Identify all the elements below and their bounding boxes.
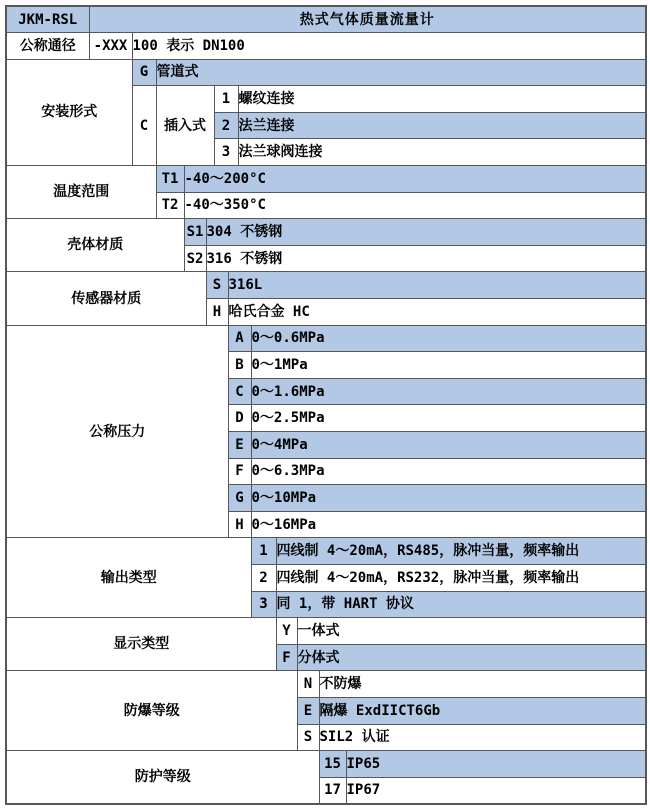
option-code-cell: T1 [156,166,184,193]
option-code-cell: H [206,299,228,326]
option-desc-cell: IP65 [346,751,646,778]
option-code-cell: C [228,378,251,405]
spec-row-explosion-proof-grade [6,671,646,698]
sub-option-desc-cell: 法兰球阀连接 [238,139,646,166]
spec-row-housing-material [6,219,646,246]
sub-option-code-cell: 1 [214,86,238,113]
section-label-installation-type: 安装形式 [6,59,132,165]
option-desc-cell: 0～1.6MPa [251,378,646,405]
model-code-cell: JKM-RSL [6,6,89,33]
spec-row-display-type [6,618,646,645]
option-desc-cell: 一体式 [297,618,646,645]
option-code-cell: E [297,697,319,724]
section-label-sensor-material: 传感器材质 [6,272,206,325]
option-code-cell: S2 [184,245,206,272]
option-code-cell: G [132,59,156,86]
option-desc-cell: 0～0.6MPa [251,325,646,352]
option-code-cell: 15 [319,751,346,778]
option-desc-cell: -40～350°C [184,192,646,219]
option-code-cell: S [297,724,319,751]
option-code-cell: F [276,644,297,671]
option-code-cell: C [132,86,156,166]
sub-option-desc-cell: 螺纹连接 [238,86,646,113]
spec-row-output-type [6,538,646,565]
option-code-cell: N [297,671,319,698]
option-code-cell: -XXX [89,33,132,60]
option-desc-cell: IP67 [346,777,646,804]
spec-row-nominal-pressure [6,325,646,352]
option-desc-cell: 0～6.3MPa [251,458,646,485]
option-desc-cell: 0～1MPa [251,352,646,379]
spec-row-temperature-range [6,166,646,193]
option-desc-cell: SIL2 认证 [319,724,646,751]
spec-row-installation-type [6,59,646,86]
option-desc-cell: -40～200°C [184,166,646,193]
option-desc-cell: 0～10MPa [251,485,646,512]
option-code-cell: H [228,511,251,538]
sub-group-label: 插入式 [156,86,214,166]
header-row [6,6,646,33]
section-label-housing-material: 壳体材质 [6,219,184,272]
option-code-cell: S1 [184,219,206,246]
option-desc-cell: 316 不锈钢 [206,245,646,272]
option-desc-cell: 304 不锈钢 [206,219,646,246]
option-desc-cell: 隔爆 ExdIICT6Gb [319,697,646,724]
option-code-cell: 2 [251,564,276,591]
option-code-cell: B [228,352,251,379]
option-code-cell: A [228,325,251,352]
section-label-explosion-proof-grade: 防爆等级 [6,671,297,751]
spec-row-sensor-material [6,272,646,299]
option-code-cell: F [228,458,251,485]
sub-option-code-cell: 2 [214,112,238,139]
option-code-cell: T2 [156,192,184,219]
option-code-cell: 17 [319,777,346,804]
section-label-nominal-diameter: 公称通径 [6,33,89,60]
option-desc-cell: 管道式 [156,59,646,86]
option-code-cell: 3 [251,591,276,618]
section-label-output-type: 输出类型 [6,538,251,618]
option-desc-cell: 0～16MPa [251,511,646,538]
option-desc-cell: 0～4MPa [251,432,646,459]
section-label-temperature-range: 温度范围 [6,166,156,219]
product-title-cell: 热式气体质量流量计 [89,6,646,33]
option-code-cell: E [228,432,251,459]
option-desc-cell: 分体式 [297,644,646,671]
model-selection-table [5,5,647,805]
section-label-nominal-pressure: 公称压力 [6,325,228,538]
option-code-cell: D [228,405,251,432]
option-desc-cell: 316L [228,272,646,299]
option-desc-cell: 同 1，带 HART 协议 [276,591,646,618]
option-desc-cell: 0～2.5MPa [251,405,646,432]
section-label-display-type: 显示类型 [6,618,276,671]
option-desc-cell: 四线制 4～20mA，RS485，脉冲当量，频率输出 [276,538,646,565]
sub-option-desc-cell: 法兰连接 [238,112,646,139]
section-label-protection-grade: 防护等级 [6,751,319,804]
option-code-cell: Y [276,618,297,645]
option-desc-cell: 四线制 4～20mA，RS232，脉冲当量，频率输出 [276,564,646,591]
spec-row-nominal-diameter [6,33,646,60]
option-desc-cell: 100 表示 DN100 [132,33,646,60]
option-code-cell: S [206,272,228,299]
spec-row-protection-grade [6,751,646,778]
sub-option-code-cell: 3 [214,139,238,166]
option-code-cell: 1 [251,538,276,565]
option-desc-cell: 哈氏合金 HC [228,299,646,326]
option-desc-cell: 不防爆 [319,671,646,698]
option-code-cell: G [228,485,251,512]
